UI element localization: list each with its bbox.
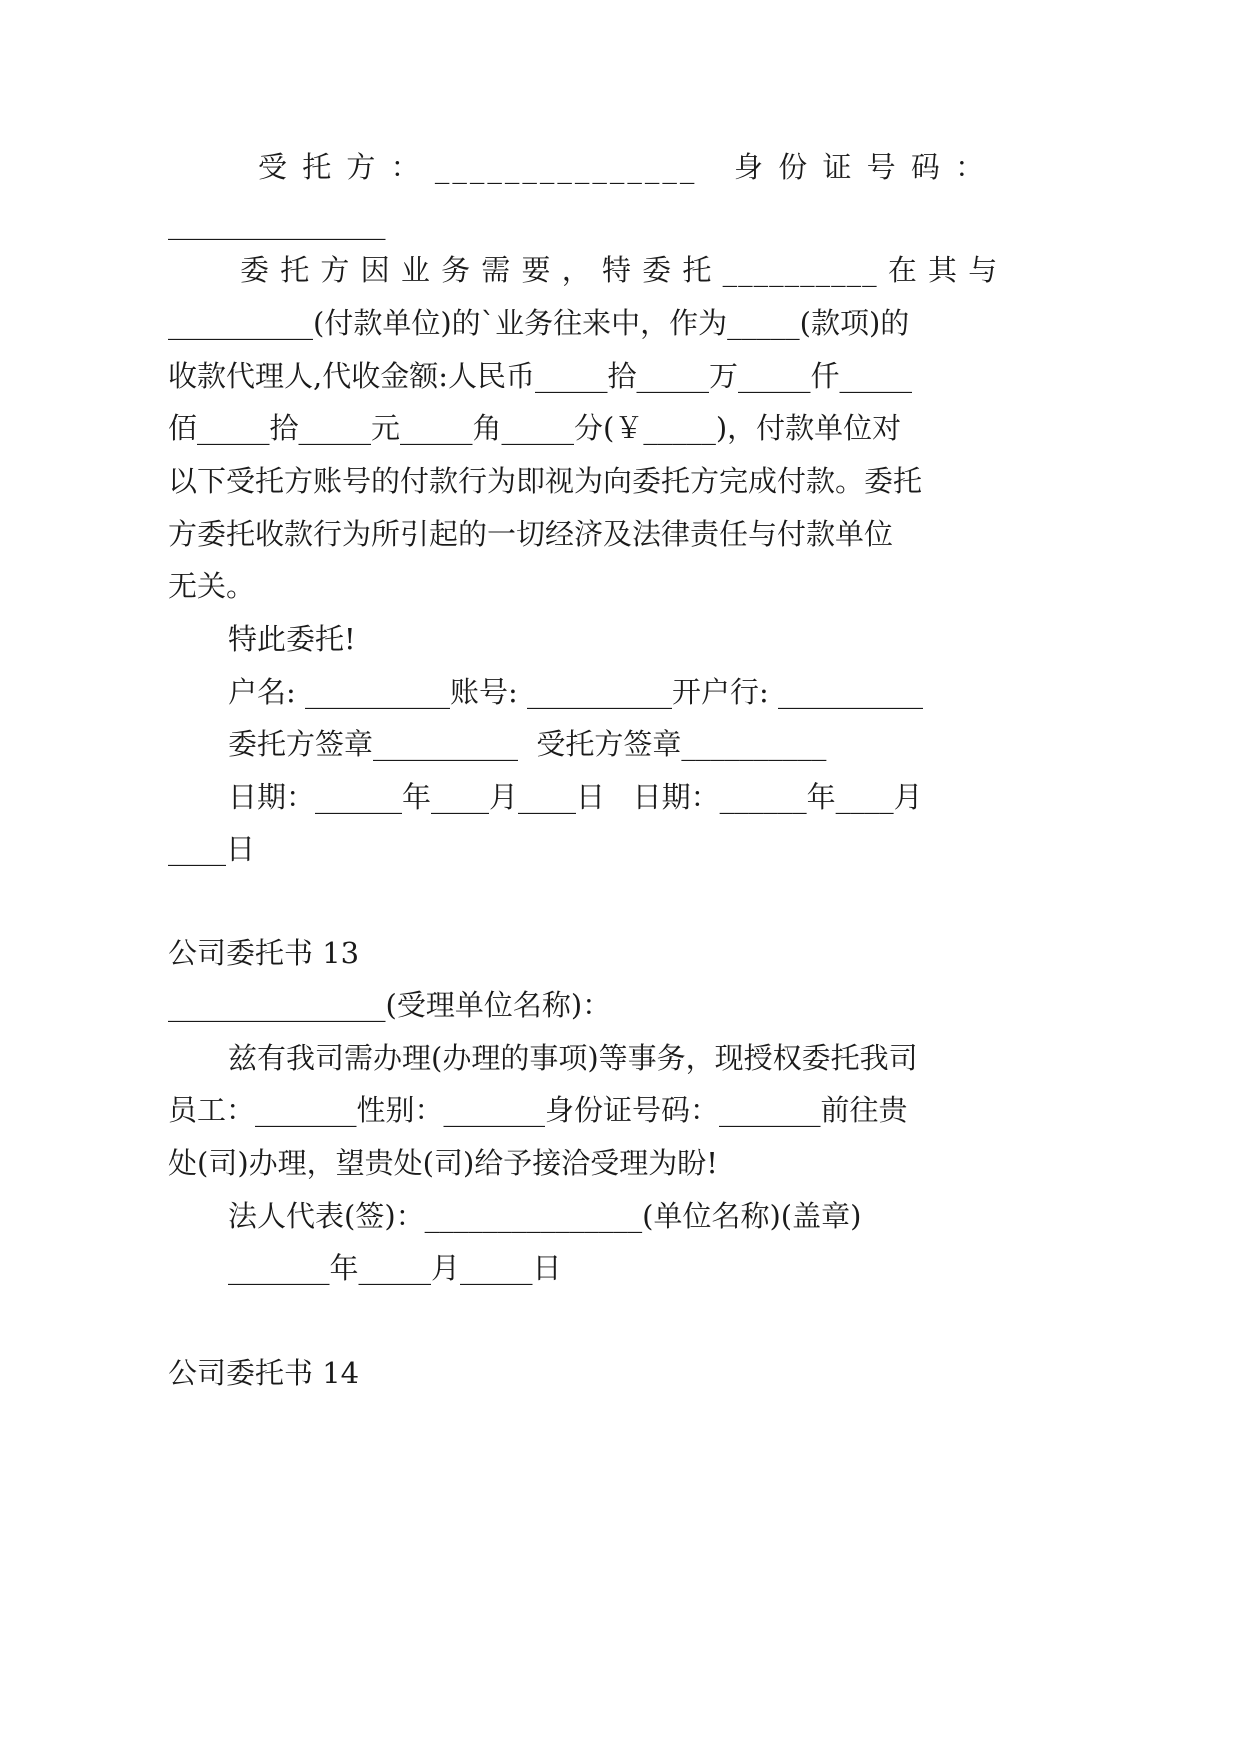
- text-line-id-blank: _______________: [168, 206, 386, 240]
- text-line-legal-rep: 法人代表(签)：_______________(单位名称)(盖章): [228, 1199, 862, 1233]
- text-line-signatures: 委托方签章__________ 受托方签章__________: [228, 727, 827, 761]
- text-line-account-info: 户名: __________账号: __________开户行: __________: [228, 675, 923, 709]
- section-title-13: 公司委托书 13: [168, 936, 360, 970]
- text-line-closing: 特此委托!: [228, 622, 356, 656]
- text-line-trustee-header: 受 托 方 ： _______________ 身 份 证 号 码 ：: [258, 150, 988, 184]
- text-line-para2-2: 员工：_______性别：_______身份证号码：_______前往贵: [168, 1093, 908, 1127]
- text-line-para1-5: 以下受托方账号的付款行为即视为向委托方完成付款。委托: [168, 464, 923, 498]
- text-line-para1-2: __________(付款单位)的`业务往来中，作为_____(款项)的: [168, 306, 910, 340]
- text-line-date-13: _______年_____月_____日: [228, 1251, 562, 1285]
- text-line-para2-3: 处(司)办理，望贵处(司)给予接洽受理为盼!: [168, 1146, 718, 1180]
- text-line-para2-1: 兹有我司需办理(办理的事项)等事务，现授权委托我司: [228, 1041, 918, 1075]
- text-line-para1-6: 方委托收款行为所引起的一切经济及法律责任与付款单位: [168, 517, 894, 551]
- section-title-14: 公司委托书 14: [168, 1356, 360, 1390]
- text-line-dates-cont: ____日: [168, 832, 256, 866]
- text-line-para1-4: 佰_____拾_____元_____角_____分(￥_____)，付款单位对: [168, 411, 902, 445]
- text-line-dates: 日期：______年____月____日 日期：______年____月: [228, 780, 923, 814]
- text-line-recipient: _______________(受理单位名称)：: [168, 988, 612, 1022]
- text-line-para1-3: 收款代理人,代收金额:人民币_____拾_____万_____仟_____: [168, 359, 912, 393]
- text-line-para1-7: 无关。: [168, 569, 256, 603]
- text-line-para1-1: 委 托 方 因 业 务 需 要 ， 特 委 托 __________ 在 其 与: [240, 253, 999, 287]
